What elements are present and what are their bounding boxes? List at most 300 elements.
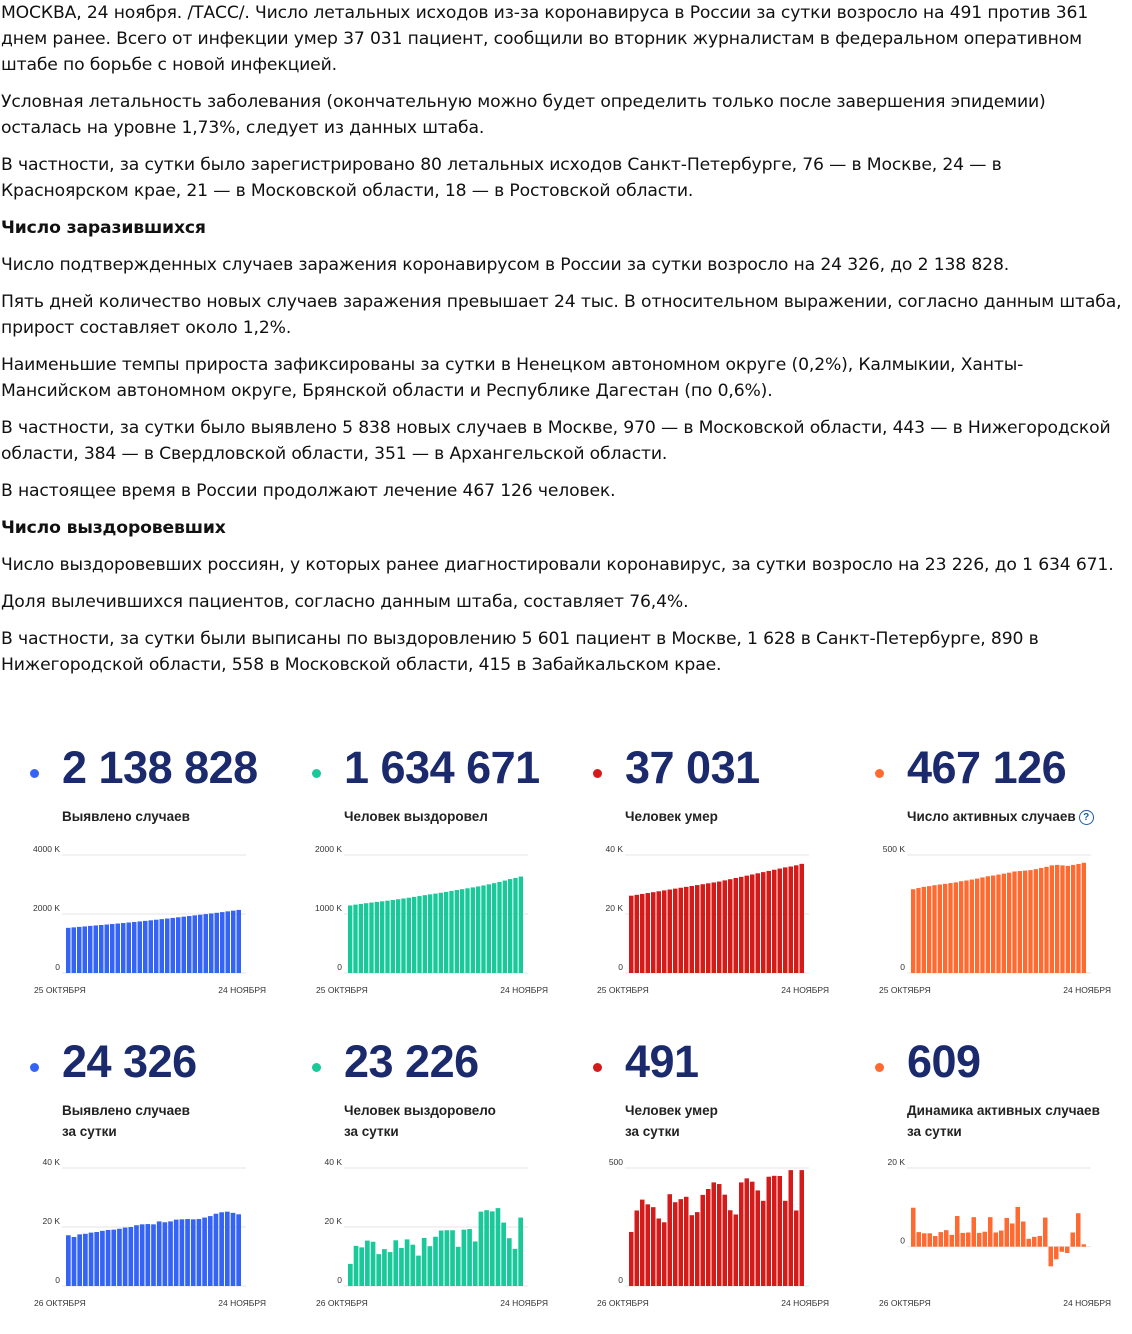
chart-bar <box>745 1178 750 1286</box>
chart-bar <box>123 1228 128 1286</box>
chart-bar <box>490 1211 495 1286</box>
chart-bar <box>354 1246 359 1286</box>
chart-bar <box>143 921 148 973</box>
y-tick-label: 0 <box>900 962 905 972</box>
chart-bar <box>396 899 400 973</box>
chart-bar <box>450 1230 455 1286</box>
x-start-label: 26 ОКТЯБРЯ <box>879 1298 931 1308</box>
chart-bar <box>439 1231 444 1286</box>
stat-label-text: Выявлено случаев <box>62 809 190 824</box>
chart-bar <box>138 921 143 973</box>
article-paragraph: МОСКВА, 24 ноября. /ТАСС/. Число летальных исходов из-за коронавируса в России за сутки возросло на 491 против 361 днем ранее. Всего от инфекции умер 37 031 пациент, сообщили во вторник журналистам в федеральном оперативном штабе по борьбе с новой инфекцией. <box>1 3 1089 75</box>
chart-bar <box>476 886 480 973</box>
chart-bar <box>348 1264 353 1286</box>
chart-bar <box>673 889 678 973</box>
chart-bar <box>110 924 115 973</box>
chart-bar <box>1071 865 1075 973</box>
y-tick-label: 2000 K <box>315 844 342 854</box>
chart-bar <box>651 892 656 973</box>
stat-value: 2 138 828 <box>62 742 258 793</box>
chart-bar <box>657 891 662 973</box>
chart-bar <box>492 883 496 973</box>
chart-bar <box>496 1208 501 1286</box>
stat-value: 491 <box>625 1036 699 1087</box>
chart-bar <box>662 890 667 973</box>
article-paragraph: В частности, за сутки было зарегистрировано 80 летальных исходов Санкт-Петербурге, 76 — в Москве, 24 — в Красноярском крае, 21 — в Московской области, 18 — в Ростовской области. <box>1 155 1002 201</box>
chart-bar <box>462 1230 467 1286</box>
chart-bar <box>938 885 942 974</box>
chart-bar <box>955 1216 960 1247</box>
chart-bar <box>739 877 744 973</box>
chart-bar <box>1012 872 1016 973</box>
chart-bar <box>684 1197 689 1286</box>
chart-bar <box>380 901 384 973</box>
chart-bar <box>225 1212 230 1286</box>
chart-bar <box>679 1199 684 1286</box>
chart-bar <box>679 888 684 973</box>
chart-bar <box>640 894 645 973</box>
x-start-label: 25 ОКТЯБРЯ <box>34 985 86 995</box>
chart-bar <box>209 913 214 973</box>
chart-bar <box>215 913 220 973</box>
chart-bar <box>422 1238 427 1286</box>
chart-bar <box>794 865 799 973</box>
chart-bar <box>1066 866 1070 973</box>
chart-bar <box>391 900 395 973</box>
chart-bar <box>208 1216 213 1286</box>
x-start-label: 25 ОКТЯБРЯ <box>316 985 368 995</box>
y-tick-label: 1000 K <box>315 903 342 913</box>
chart-bar <box>1027 1239 1032 1247</box>
chart-bar <box>198 915 203 973</box>
chart-bar <box>980 877 984 973</box>
x-start-label: 26 ОКТЯБРЯ <box>34 1298 86 1308</box>
chart-bar <box>444 892 448 973</box>
stat-value: 609 <box>907 1036 981 1087</box>
stat-label <box>62 806 190 827</box>
chart-bar <box>117 1229 122 1286</box>
chart-bar <box>427 1246 432 1286</box>
y-tick-label: 20 K <box>42 1216 60 1226</box>
stat-label-text: за сутки <box>344 1124 399 1139</box>
y-tick-label: 0 <box>337 1275 342 1285</box>
chart-bar <box>100 1231 105 1286</box>
chart-bar <box>1076 1213 1081 1246</box>
chart-bar <box>149 920 154 973</box>
chart-bar <box>231 1213 236 1286</box>
stat-label <box>907 806 1094 827</box>
chart-bar <box>772 1176 777 1286</box>
chart-bar <box>706 883 711 973</box>
chart-bar <box>174 1220 179 1286</box>
chart-bar <box>1034 869 1038 973</box>
chart-bar <box>353 905 357 973</box>
chart-bar <box>497 882 501 973</box>
chart-bar <box>983 1232 988 1247</box>
chart-bar <box>728 879 733 973</box>
chart-bar <box>399 1248 404 1286</box>
chart-bar <box>778 869 783 973</box>
chart-bar <box>932 885 936 973</box>
y-tick-label: 4000 K <box>33 844 60 854</box>
chart-bar <box>467 1229 472 1286</box>
bar-chart <box>284 1156 548 1314</box>
chart-bar <box>382 1249 387 1286</box>
series-dot-icon <box>312 1063 321 1072</box>
chart-bar <box>171 918 176 973</box>
chart-bar <box>77 927 82 973</box>
chart-bar <box>365 1241 370 1286</box>
chart-bar <box>214 1214 219 1286</box>
chart-bar <box>371 1242 376 1286</box>
series-dot-icon <box>875 1063 884 1072</box>
stat-label-text: Число активных случаев <box>907 809 1076 824</box>
chart-bar <box>416 1256 421 1286</box>
chart-bar <box>739 1182 744 1286</box>
chart-bar <box>140 1224 145 1286</box>
chart-bar <box>756 1190 761 1286</box>
x-end-label: 24 НОЯБРЯ <box>500 985 548 995</box>
chart-bar <box>99 925 104 973</box>
chart-bar <box>348 905 352 973</box>
chart-bar <box>471 887 475 973</box>
chart-bar <box>433 894 437 973</box>
chart-bar <box>1082 1244 1087 1246</box>
section-heading: Число выздоровевших <box>1 518 226 538</box>
y-tick-label: 0 <box>337 962 342 972</box>
article-paragraph: В настоящее время в России продолжают лечение 467 126 человек. <box>1 481 616 501</box>
bar-chart <box>2 1156 266 1314</box>
stat-label-text: Человек умер <box>625 809 718 824</box>
chart-bar <box>1038 1236 1043 1247</box>
stat-value: 37 031 <box>625 742 760 793</box>
chart-bar <box>933 1236 938 1247</box>
chart-bar <box>455 890 459 973</box>
stat-label <box>62 1100 190 1121</box>
chart-bar <box>375 902 379 973</box>
chart-bar <box>988 1217 993 1247</box>
chart-bar <box>410 1245 415 1286</box>
chart-bar <box>975 879 979 973</box>
series-dot-icon <box>30 1063 39 1072</box>
stat-label-text: за сутки <box>625 1124 680 1139</box>
chart-bar <box>417 896 421 973</box>
chart-bar <box>154 920 159 973</box>
chart-bar <box>185 1219 190 1286</box>
chart-bar <box>204 914 209 973</box>
chart-bar <box>964 880 968 973</box>
chart-bar <box>359 1247 364 1286</box>
chart-bar <box>750 1182 755 1286</box>
chart-bar <box>1039 868 1043 973</box>
chart-bar <box>111 1230 116 1286</box>
chart-bar <box>1028 870 1032 973</box>
chart-bar <box>970 880 974 973</box>
chart-bar <box>182 917 187 973</box>
chart-bar <box>484 1210 489 1286</box>
chart-bar <box>1054 1247 1059 1260</box>
chart-bar <box>66 1235 71 1286</box>
chart-bar <box>202 1218 207 1286</box>
y-tick-label: 0 <box>55 1275 60 1285</box>
chart-bar <box>197 1219 202 1286</box>
chart-bar <box>966 1233 971 1247</box>
chart-bar <box>668 1194 673 1286</box>
chart-bar <box>959 881 963 973</box>
chart-bar <box>465 888 469 973</box>
chart-bar <box>999 1231 1004 1247</box>
bar-chart <box>284 843 548 1001</box>
chart-bar <box>668 890 673 973</box>
chart-bar <box>948 883 952 973</box>
chart-bar <box>723 880 728 973</box>
chart-bar <box>783 1201 788 1286</box>
stat-label-text: Выявлено случаев <box>62 1103 190 1118</box>
chart-bar <box>750 874 755 973</box>
chart-bar <box>369 903 373 973</box>
chart-bar <box>237 910 242 973</box>
stat-label-text: Человек выздоровел <box>344 809 488 824</box>
chart-bar <box>684 887 689 973</box>
chart-bar <box>922 887 926 973</box>
chart-bar <box>88 926 93 973</box>
chart-bar <box>800 864 805 973</box>
x-end-label: 24 НОЯБРЯ <box>218 985 266 995</box>
stat-label-text: за сутки <box>62 1124 117 1139</box>
stat-sublabel <box>907 1121 962 1142</box>
chart-bar <box>646 893 651 973</box>
chart-bar <box>783 867 788 973</box>
chart-bar <box>943 884 947 973</box>
chart-bar <box>393 1240 398 1286</box>
chart-bar <box>449 891 453 973</box>
article-paragraph: В частности, за сутки были выписаны по выздоровлению 5 601 пациент в Москве, 1 628 в Санкт-Петербурге, 890 в Нижегородской области, 558 в Московской области, 415 в Забайкальском крае. <box>1 629 1039 675</box>
chart-bar <box>445 1230 450 1286</box>
chart-bar <box>519 877 523 973</box>
stat-label <box>344 1100 496 1121</box>
y-tick-label: 0 <box>618 962 623 972</box>
chart-bar <box>1043 1218 1048 1247</box>
chart-bar <box>734 878 739 973</box>
stat-label-text: Человек умер <box>625 1103 718 1118</box>
chart-bar <box>163 1222 168 1286</box>
chart-bar <box>911 1208 916 1247</box>
chart-bar <box>717 1184 722 1286</box>
chart-bar <box>145 1224 150 1286</box>
chart-bar <box>127 922 132 973</box>
chart-bar <box>1060 1247 1065 1252</box>
chart-bar <box>513 878 517 973</box>
chart-bar <box>116 924 121 973</box>
chart-bar <box>1007 873 1011 973</box>
chart-bar <box>168 1221 173 1286</box>
chart-bar <box>917 1232 922 1247</box>
article-paragraph: Число подтвержденных случаев заражения коронавирусом в России за сутки возросло на 24 326, до 2 138 828. <box>1 255 1010 275</box>
chart-bar <box>916 888 920 973</box>
stat-value: 467 126 <box>907 742 1067 793</box>
article-body <box>1 0 1131 689</box>
chart-bar <box>651 1207 656 1286</box>
y-tick-label: 20 K <box>887 1157 905 1167</box>
y-tick-label: 500 <box>608 1157 623 1167</box>
chart-bar <box>761 872 766 973</box>
chart-bar <box>734 1214 739 1286</box>
y-tick-label: 0 <box>618 1275 623 1285</box>
chart-bar <box>151 1224 156 1286</box>
chart-bar <box>473 1241 478 1286</box>
chart-bar <box>412 897 416 973</box>
chart-bar <box>728 1210 733 1286</box>
chart-bar <box>635 1210 640 1286</box>
section-heading: Число заразившихся <box>1 218 206 238</box>
chart-bar <box>767 1177 772 1286</box>
series-dot-icon <box>312 769 321 778</box>
chart-bar <box>789 867 794 973</box>
x-end-label: 24 НОЯБРЯ <box>781 1298 829 1308</box>
chart-bar <box>231 911 236 973</box>
chart-bar <box>401 898 405 973</box>
x-start-label: 26 ОКТЯБРЯ <box>316 1298 368 1308</box>
chart-bar <box>717 882 722 973</box>
chart-bar <box>364 903 368 973</box>
chart-bar <box>481 885 485 973</box>
x-end-label: 24 НОЯБРЯ <box>1063 1298 1111 1308</box>
chart-bar <box>1021 1221 1026 1246</box>
chart-bar <box>1005 1218 1010 1247</box>
x-start-label: 25 ОКТЯБРЯ <box>879 985 931 995</box>
chart-bar <box>927 886 931 973</box>
chart-bar <box>72 927 77 973</box>
article-paragraph: Пять дней количество новых случаев заражения превышает 24 тыс. В относительном выражении, согласно данным штаба, прирост составляет около 1,2%. <box>1 292 1122 338</box>
chart-bar <box>635 895 640 973</box>
chart-bar <box>1050 865 1054 973</box>
chart-bar <box>690 886 695 973</box>
chart-bar <box>191 1219 196 1286</box>
chart-bar <box>701 884 706 973</box>
chart-bar <box>950 1235 955 1247</box>
chart-bar <box>994 1233 999 1247</box>
chart-bar <box>193 915 198 973</box>
chart-bar <box>508 879 512 973</box>
chart-bar <box>359 904 363 973</box>
chart-bar <box>695 1212 700 1286</box>
chart-bar <box>723 1195 728 1286</box>
chart-bar <box>1082 863 1086 973</box>
chart-bar <box>220 912 225 973</box>
article-paragraph: Условная летальность заболевания (окончательную можно будет определить только после завершения эпидемии) осталась на уровне 1,73%, следует из данных штаба. <box>1 92 1046 138</box>
chart-bar <box>132 922 137 973</box>
stat-sublabel <box>62 1121 117 1142</box>
chart-bar <box>690 1215 695 1286</box>
chart-bar <box>646 1204 651 1286</box>
y-tick-label: 40 K <box>605 844 623 854</box>
y-tick-label: 20 K <box>324 1216 342 1226</box>
chart-bar <box>385 901 389 973</box>
stat-label <box>907 1100 1100 1121</box>
y-tick-label: 500 K <box>882 844 905 854</box>
chart-bar <box>954 882 958 973</box>
chart-bar <box>939 1232 944 1247</box>
chart-bar <box>1071 1233 1076 1247</box>
chart-bar <box>513 1249 518 1286</box>
chart-bar <box>94 1232 99 1286</box>
chart-bar <box>1002 874 1006 973</box>
chart-bar <box>991 876 995 973</box>
bar-chart <box>847 1156 1111 1314</box>
chart-bar <box>961 1233 966 1247</box>
chart-bar <box>428 894 432 973</box>
bar-chart <box>565 843 829 1001</box>
chart-bar <box>83 1234 88 1286</box>
chart-bar <box>157 1221 162 1286</box>
chart-bar <box>629 896 634 973</box>
y-tick-label: 40 K <box>324 1157 342 1167</box>
chart-bar <box>1076 864 1080 973</box>
chart-bar <box>911 889 915 973</box>
chart-bar <box>1065 1247 1070 1253</box>
help-icon[interactable]: ? <box>1079 810 1094 825</box>
chart-bar <box>507 1238 512 1286</box>
chart-bar <box>160 919 165 973</box>
chart-bar <box>972 1217 977 1247</box>
chart-bar <box>701 1195 706 1286</box>
chart-bar <box>706 1189 711 1286</box>
y-tick-label: 40 K <box>42 1157 60 1167</box>
chart-bar <box>778 1176 783 1286</box>
chart-bar <box>77 1234 82 1286</box>
chart-bar <box>756 873 761 973</box>
article-paragraph: Наименьшие темпы прироста зафиксированы за сутки в Ненецком автономном округе (0,2%), Калмыкии, Ханты-Мансийском автономном округе, Брянской области и Республике Дагестан (по 0,6%). <box>1 355 1024 401</box>
chart-bar <box>456 1247 461 1286</box>
chart-bar <box>767 871 772 973</box>
stat-label-text: за сутки <box>907 1124 962 1139</box>
stat-value: 23 226 <box>344 1036 479 1087</box>
chart-bar <box>640 1200 645 1286</box>
chart-bar <box>745 876 750 973</box>
chart-bar <box>236 1214 241 1286</box>
stat-label-text: Динамика активных случаев <box>907 1103 1100 1118</box>
chart-bar <box>501 1223 506 1286</box>
chart-bar <box>180 1219 185 1286</box>
chart-bar <box>518 1218 523 1286</box>
chart-bar <box>94 925 99 973</box>
chart-bar <box>487 884 491 973</box>
chart-bar <box>772 870 777 973</box>
chart-bar <box>1055 865 1059 973</box>
series-dot-icon <box>593 769 602 778</box>
series-dot-icon <box>30 769 39 778</box>
y-tick-label: 20 K <box>605 903 623 913</box>
stat-sublabel <box>625 1121 680 1142</box>
chart-bar <box>996 875 1000 973</box>
chart-bar <box>673 1202 678 1286</box>
chart-bar <box>1018 871 1022 973</box>
article-paragraph: Число выздоровевших россиян, у которых ранее диагностировали коронавирус, за сутки возросло на 23 226, до 1 634 671. <box>1 555 1114 575</box>
chart-bar <box>1010 1223 1015 1246</box>
article-paragraph: В частности, за сутки было выявлено 5 838 новых случаев в Москве, 970 — в Московской области, 443 — в Нижегородской области, 384 — в Свердловской области, 351 — в Архангельской области. <box>1 418 1111 464</box>
stat-label-text: Человек выздоровело <box>344 1103 496 1118</box>
chart-bar <box>433 1237 438 1286</box>
article-paragraph: Доля вылечившихся пациентов, согласно данным штаба, составляет 76,4%. <box>1 592 689 612</box>
bar-chart <box>847 843 1111 1001</box>
stat-label <box>625 806 718 827</box>
stat-value: 24 326 <box>62 1036 197 1087</box>
stat-value: 1 634 671 <box>344 742 540 793</box>
chart-bar <box>922 1233 927 1246</box>
bar-chart <box>565 1156 829 1314</box>
chart-bar <box>219 1212 224 1286</box>
chart-bar <box>460 889 464 973</box>
